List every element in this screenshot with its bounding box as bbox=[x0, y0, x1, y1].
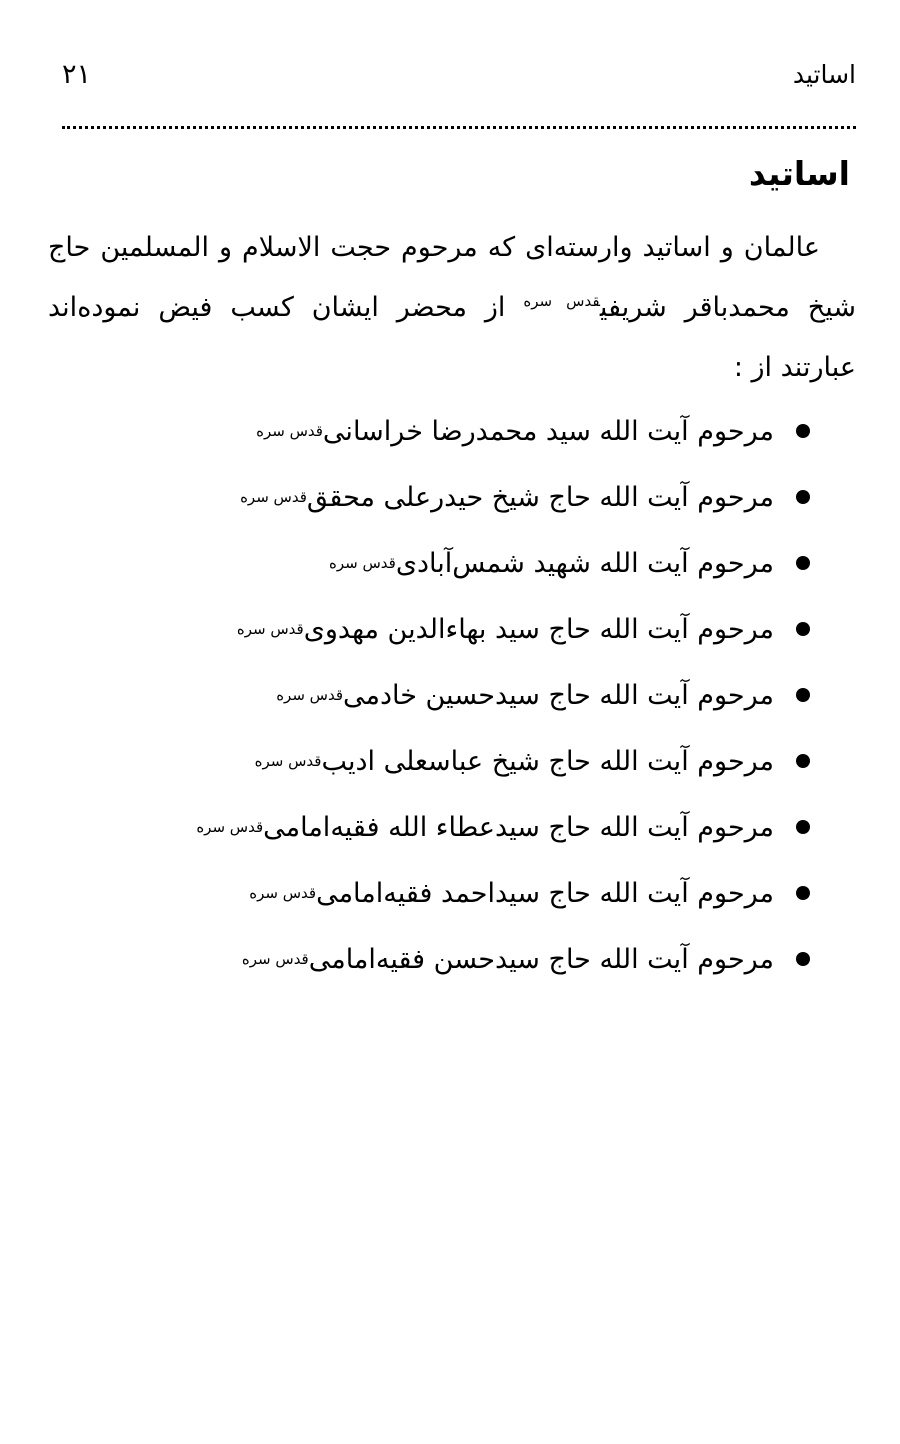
teacher-name: مرحوم آیت الله حاج سید بهاءالدین مهدوی bbox=[303, 613, 774, 645]
honorific-mark: قدس سره bbox=[523, 292, 600, 310]
bullet-icon bbox=[796, 886, 810, 900]
bullet-icon bbox=[796, 754, 810, 768]
list-item: مرحوم آیت الله شهید شمس‌آبادی قدس سره bbox=[120, 530, 810, 596]
bullet-icon bbox=[796, 424, 810, 438]
list-item: مرحوم آیت الله حاج سیدعطاء الله فقیه‌امامی قدس سره bbox=[120, 794, 810, 860]
intro-text-part2: از محضر ایشان کسب فیض نموده‌اند عبارتند از : bbox=[48, 292, 856, 383]
intro-text-part1: عالمان و اساتید وارسته‌ای که مرحوم حجت الاسلام و المسلمین حاج شیخ محمدباقر شریفی bbox=[48, 232, 856, 323]
bullet-icon bbox=[796, 688, 810, 702]
teacher-name: مرحوم آیت الله شهید شمس‌آبادی bbox=[395, 547, 774, 579]
running-header-title: اساتید bbox=[792, 59, 856, 89]
list-item: مرحوم آیت الله حاج سیداحمد فقیه‌امامی قدس سره bbox=[120, 860, 810, 926]
bullet-icon bbox=[796, 820, 810, 834]
list-item: مرحوم آیت الله حاج سیدحسین خادمی قدس سره bbox=[120, 662, 810, 728]
running-header bbox=[62, 52, 856, 96]
list-item: مرحوم آیت الله حاج شیخ حیدرعلی محقق قدس سره bbox=[120, 464, 810, 530]
teacher-name: مرحوم آیت الله حاج سیدعطاء الله فقیه‌امامی bbox=[263, 811, 774, 843]
list-item: مرحوم آیت الله سید محمدرضا خراسانی قدس سره bbox=[120, 398, 810, 464]
bullet-icon bbox=[796, 622, 810, 636]
section-heading: اساتید bbox=[748, 154, 850, 193]
teacher-name: مرحوم آیت الله حاج شیخ حیدرعلی محقق bbox=[306, 481, 774, 513]
list-item: مرحوم آیت الله حاج سیدحسن فقیه‌امامی قدس سره bbox=[120, 926, 810, 992]
teacher-name: مرحوم آیت الله حاج شیخ عباسعلی ادیب bbox=[321, 745, 774, 777]
bullet-icon bbox=[796, 556, 810, 570]
intro-paragraph bbox=[48, 218, 856, 398]
page-number: ۲۱ bbox=[62, 58, 92, 90]
teacher-list bbox=[120, 398, 810, 992]
teacher-name: مرحوم آیت الله حاج سیداحمد فقیه‌امامی bbox=[316, 877, 774, 909]
teacher-name: مرحوم آیت الله سید محمدرضا خراسانی bbox=[322, 415, 774, 447]
bullet-icon bbox=[796, 952, 810, 966]
dotted-divider bbox=[62, 126, 856, 129]
list-item: مرحوم آیت الله حاج سید بهاءالدین مهدوی قدس سره bbox=[120, 596, 810, 662]
bullet-icon bbox=[796, 490, 810, 504]
teacher-name: مرحوم آیت الله حاج سیدحسن فقیه‌امامی bbox=[308, 943, 774, 975]
list-item: مرحوم آیت الله حاج شیخ عباسعلی ادیب قدس سره bbox=[120, 728, 810, 794]
teacher-name: مرحوم آیت الله حاج سیدحسین خادمی bbox=[343, 679, 774, 711]
